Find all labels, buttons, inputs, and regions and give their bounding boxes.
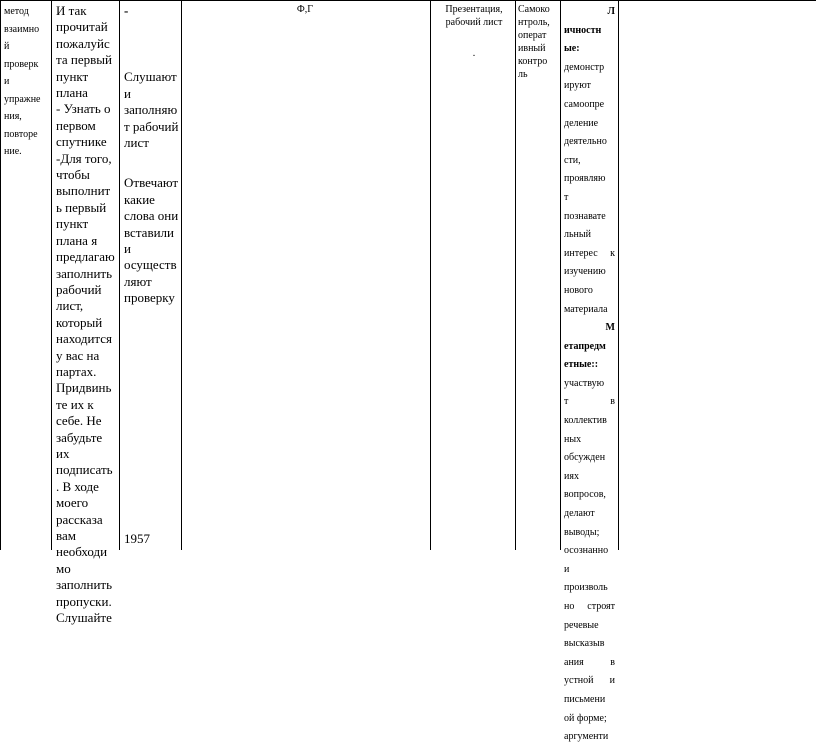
text-line: участвую bbox=[564, 377, 605, 389]
column-divider bbox=[0, 0, 1, 550]
text-line: и bbox=[124, 241, 131, 257]
text-line: у вас на bbox=[56, 347, 100, 363]
text-line: льный bbox=[564, 229, 591, 241]
text-line: и bbox=[124, 85, 131, 101]
text-line: мо bbox=[56, 560, 71, 576]
word: в bbox=[610, 396, 615, 408]
text-line: Самоко bbox=[518, 4, 550, 15]
column-divider bbox=[515, 0, 516, 550]
student-activity-cell bbox=[124, 3, 180, 548]
text-line: моего bbox=[56, 495, 89, 511]
year-text: 1957 bbox=[124, 531, 150, 546]
text-line: нтроль, bbox=[518, 17, 550, 28]
text-line: и bbox=[4, 76, 10, 87]
text-line: упражне bbox=[4, 93, 41, 105]
word: ания bbox=[564, 656, 584, 668]
control-cell bbox=[518, 3, 556, 81]
text-line: Слушайте bbox=[56, 610, 112, 626]
text-line: пожалуйс bbox=[56, 35, 110, 51]
text-line: Придвинь bbox=[56, 380, 112, 396]
text-line: вам bbox=[56, 528, 76, 543]
text-line: их bbox=[56, 445, 70, 461]
text-line: та первый bbox=[56, 52, 112, 68]
text-line: забудьте bbox=[56, 429, 103, 445]
text-line bbox=[564, 245, 615, 264]
text-line: Слушают bbox=[124, 69, 177, 85]
text-line: И так bbox=[56, 3, 87, 18]
text-line: партах. bbox=[56, 363, 97, 379]
outcomes-cell bbox=[564, 3, 615, 747]
text-line: заполнить bbox=[56, 265, 113, 281]
meta-heading: етные:: bbox=[564, 359, 599, 371]
text-line: деятельно bbox=[564, 136, 607, 148]
text-line: - Узнать о bbox=[56, 101, 111, 117]
text-line: какие bbox=[124, 191, 155, 207]
text-line: заполняю bbox=[124, 102, 178, 118]
student-activity-block bbox=[124, 175, 180, 306]
word: устной bbox=[564, 675, 594, 687]
text-line: прочитай bbox=[56, 19, 108, 35]
text-line: метод bbox=[4, 6, 29, 17]
column-divider bbox=[560, 0, 561, 550]
text-line: материала bbox=[564, 303, 608, 315]
column-divider bbox=[181, 0, 182, 550]
text-line: вопросов, bbox=[564, 489, 606, 501]
text-line: ние. bbox=[4, 146, 22, 157]
text-line: себе. Не bbox=[56, 413, 102, 429]
text-line: плана я bbox=[56, 232, 98, 248]
text-line: необходи bbox=[56, 544, 108, 560]
text-line: ль bbox=[518, 69, 528, 80]
text-line: контро bbox=[518, 56, 548, 67]
text-line: рабочий лист bbox=[445, 17, 503, 28]
text-line: предлагаю bbox=[56, 249, 115, 265]
meta-heading: М bbox=[605, 322, 615, 334]
column-divider bbox=[51, 0, 52, 550]
text-line: находится bbox=[56, 331, 113, 347]
text-line: высказыв bbox=[564, 638, 605, 650]
text-line: обсужден bbox=[564, 452, 606, 464]
work-form-cell bbox=[184, 3, 426, 16]
text-line: т bbox=[564, 191, 569, 203]
column-divider bbox=[618, 0, 619, 550]
text-line: речевые bbox=[564, 619, 599, 631]
text-line: рабочий bbox=[56, 281, 102, 297]
text-line: деление bbox=[564, 117, 599, 129]
word: к bbox=[610, 247, 615, 259]
text-line: те их к bbox=[56, 396, 94, 412]
word: и bbox=[609, 675, 615, 687]
word: в bbox=[610, 656, 615, 668]
text-line: Отвечают bbox=[124, 175, 179, 191]
text-line: -Для того, bbox=[56, 150, 112, 166]
column-divider bbox=[430, 0, 431, 550]
text-line: сти, bbox=[564, 154, 581, 166]
personal-heading: ые: bbox=[564, 43, 580, 55]
text-line: . В ходе bbox=[56, 478, 99, 494]
text-line: осуществ bbox=[124, 257, 177, 273]
text-line: первом bbox=[56, 117, 96, 133]
table-top-border bbox=[0, 0, 816, 1]
word: но bbox=[564, 601, 575, 612]
student-activity-block bbox=[124, 69, 180, 151]
text-line: ных bbox=[564, 433, 582, 445]
teacher-activity-cell bbox=[56, 3, 116, 626]
word: строят bbox=[587, 601, 615, 612]
text-line: осознанно bbox=[564, 545, 609, 557]
text-line: Презентация, bbox=[445, 4, 503, 15]
text-line: лист, bbox=[56, 298, 84, 314]
text-line: пункт bbox=[56, 216, 89, 232]
resources-cell bbox=[435, 3, 513, 60]
text-line: Ф,Г bbox=[296, 4, 314, 15]
personal-heading: ичностн bbox=[564, 24, 602, 36]
personal-heading: Л bbox=[607, 6, 615, 17]
text-line: аргументи bbox=[564, 731, 609, 743]
text-line: демонстр bbox=[564, 61, 605, 73]
text-line: т рабочий bbox=[124, 118, 179, 134]
text-line: лист bbox=[124, 135, 149, 151]
text-line: ой форме; bbox=[564, 712, 607, 724]
text-line: пропуски. bbox=[56, 593, 112, 609]
word: интерес bbox=[564, 247, 598, 259]
text-line: изучению bbox=[564, 266, 606, 278]
text-line: самоопре bbox=[564, 98, 605, 110]
text-line: проявляю bbox=[564, 173, 606, 185]
text-line: и bbox=[564, 563, 570, 575]
text-line: проверку bbox=[124, 290, 175, 306]
text-line: рассказа bbox=[56, 511, 103, 527]
text-line bbox=[564, 672, 615, 691]
text-line: делают bbox=[564, 508, 595, 520]
text-line: письмени bbox=[564, 693, 606, 705]
text-line: ь первый bbox=[56, 199, 107, 215]
text-line: взаимно bbox=[4, 23, 40, 35]
text-line bbox=[564, 598, 615, 617]
text-line: ния, bbox=[4, 111, 22, 122]
word: т bbox=[564, 396, 569, 408]
method-cell bbox=[4, 3, 46, 161]
text-line: слова они bbox=[124, 208, 179, 224]
text-line: проверк bbox=[4, 58, 39, 70]
text-line: плана bbox=[56, 85, 88, 101]
text-line bbox=[564, 654, 615, 673]
text-line: который bbox=[56, 314, 103, 330]
text-line: заполнить bbox=[56, 577, 113, 593]
text-line: подписать bbox=[56, 462, 113, 478]
text-line: ляют bbox=[124, 273, 152, 289]
dot-mark: . bbox=[472, 48, 476, 59]
text-line: выполнит bbox=[56, 183, 111, 199]
text-line: операт bbox=[518, 30, 547, 41]
text-line: ируют bbox=[564, 80, 591, 92]
text-line bbox=[564, 393, 615, 412]
meta-heading: етапредм bbox=[564, 340, 606, 352]
column-divider bbox=[119, 0, 120, 550]
text-line: повторе bbox=[4, 128, 38, 140]
text-line: коллектив bbox=[564, 415, 607, 427]
text-line: чтобы bbox=[56, 167, 90, 183]
text-line: спутнике bbox=[56, 134, 107, 150]
text-line: выводы; bbox=[564, 526, 600, 538]
text-line: нового bbox=[564, 284, 593, 296]
dash-mark: - bbox=[124, 3, 129, 18]
text-line: вставили bbox=[124, 224, 174, 240]
text-line: ивный bbox=[518, 43, 546, 54]
text-line: иях bbox=[564, 470, 579, 482]
text-line: познавате bbox=[564, 210, 606, 222]
text-line: пункт bbox=[56, 68, 89, 84]
text-line: произволь bbox=[564, 582, 608, 594]
text-line: й bbox=[4, 41, 10, 52]
